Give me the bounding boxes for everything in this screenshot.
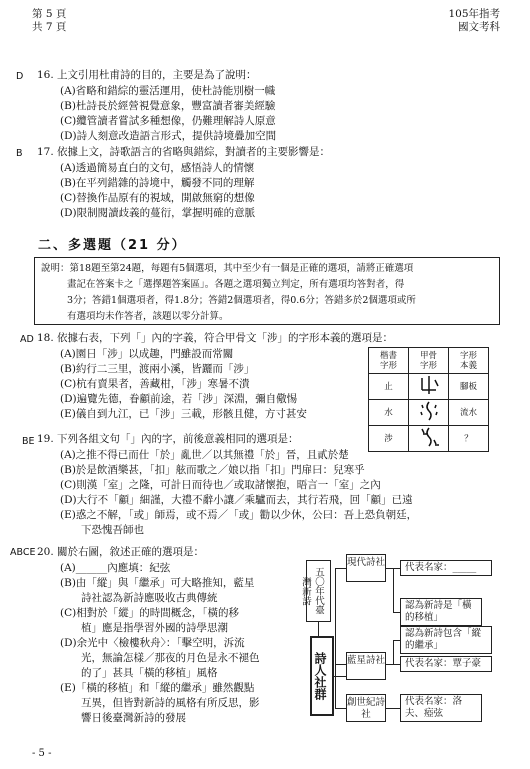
subject-title: 國文考科	[458, 21, 500, 33]
option-continued: 植」應是指學習外國的詩學思潮	[81, 622, 228, 634]
option: (A)透過簡易直白的文句，感悟詩人的情懷	[60, 162, 255, 174]
instruction-box	[34, 257, 500, 325]
era-box: 五〇年代臺灣新詩	[306, 560, 331, 622]
option: (C)杭有賣果者，善藏柑，「涉」寒暑不潰	[60, 378, 250, 390]
option-continued: 響日後臺灣新詩的發展	[81, 712, 186, 724]
option: (A)省略和錯綜的靈活運用，使杜詩能別樹一幟	[60, 85, 276, 97]
connector	[318, 622, 319, 636]
page-total: 共 7 頁	[32, 21, 67, 33]
question-stem: 20. 關於右圖，敘述正確的選項是：	[37, 546, 205, 558]
option: (B)由「縱」與「繼承」可大略推知，藍星	[60, 577, 255, 589]
answer-mark: AD	[20, 334, 34, 345]
option: (D)遍覽先德，眷顧前途，若「涉」深淵，彌自儆惕	[60, 393, 298, 405]
answer-mark: BE	[22, 436, 35, 447]
representative-box: 代表名家：覃子豪	[400, 656, 492, 672]
answer-mark: B	[16, 148, 23, 159]
trunk-line	[335, 568, 336, 708]
claim-box: 認為新詩包含「縱的繼承」	[400, 626, 492, 654]
instruction-line: 有選項均未作答者，該題以零分計算。	[67, 311, 229, 322]
option: (C)相對於「縱」的時間概念，「橫的移	[60, 607, 239, 619]
answer-mark: ABCE	[10, 547, 36, 558]
instruction-line: 3分；答錯1個選項者，得1.8分；答錯2個選項者，得0.6分；答錯多於2個選項或所	[67, 295, 416, 306]
option: (E)儀自到九江，已「涉」三載，形骸且健，方寸甚安	[60, 408, 307, 420]
option: (B)於是飲酒樂甚，「扣」舷而歌之／娘以指「扣」門扉曰：兒寒乎	[60, 464, 365, 476]
connector	[335, 708, 346, 709]
option: (D)詩人刻意改造語言形式，提供詩境疊加空間	[60, 130, 277, 142]
question-stem: 16. 上文引用杜甫詩的目的，主要是為了說明：	[37, 69, 257, 81]
representative-box: 代表名家：洛夫、瘂弦	[400, 694, 482, 722]
meaning: 流水	[449, 400, 489, 426]
section-title: 二、多選題（21 分）	[38, 238, 187, 253]
connector	[393, 640, 394, 664]
meaning: ？	[449, 426, 489, 452]
option-continued: 的了」甚具「橫的移植」風格	[81, 667, 218, 679]
option: (C)替換作品原有的視域，開啟無窮的想像	[60, 192, 255, 204]
kai-char: 涉	[369, 426, 409, 452]
connector	[335, 568, 346, 569]
society-box: 藍星詩社	[346, 652, 386, 680]
kai-char: 水	[369, 400, 409, 426]
connector	[393, 640, 400, 641]
connector	[334, 676, 346, 677]
group-box: 詩人社群	[310, 636, 334, 716]
option: (D)限制閱讀歧義的蔓衍，掌握明確的意脈	[60, 207, 256, 219]
connector	[393, 568, 394, 612]
option: (C)纜管讀者嘗試多種想像，仍難理解詩人原意	[60, 115, 276, 127]
option: (D)大行不「顧」細謹，大禮不辭小讓／乘驢而去，其行若飛，回「顧」已遠	[60, 494, 413, 506]
glyph-table	[368, 347, 489, 452]
exam-title: 105年指考	[448, 8, 500, 20]
oracle-glyph-water	[409, 400, 449, 426]
meaning: 腳板	[449, 374, 489, 400]
connector	[386, 708, 400, 709]
header-kai: 楷書字形	[369, 348, 409, 374]
page-number: 第 5 頁	[32, 8, 67, 20]
option: (B)杜詩長於經營視覺意象，豐富讀者審美經驗	[60, 100, 276, 112]
header-meaning: 字形本義	[449, 348, 489, 374]
representative-box: 代表名家：_____	[400, 560, 492, 576]
claim-box: 認為新詩是「橫的移植」	[400, 598, 482, 626]
option: (E)「橫的移植」和「縱的繼承」雖然觀點	[60, 682, 255, 694]
oracle-glyph-foot	[409, 374, 449, 400]
answer-mark: D	[16, 71, 24, 82]
option: (B)約行二三里，渡兩小溪，皆躧而「涉」	[60, 363, 255, 375]
question-stem: 19. 下列各組文句「」內的字，前後意義相同的選項是：	[37, 433, 299, 445]
option: (D)余光中〈檢樓秋舟〉：「擊空明，泝流	[60, 637, 245, 649]
option-continued: 詩社認為新詩應吸收古典傳統	[81, 592, 218, 604]
society-box: 創世紀詩社	[346, 694, 386, 722]
header-oracle: 甲骨字形	[409, 348, 449, 374]
instruction-line: 畫記在答案卡之「選擇題答案區」。各題之選項獨立判定，所有選項均答對者，得	[67, 279, 405, 290]
option: (A)之推不得已而仕「於」亂世／以其無禮「於」晉，且貳於楚	[60, 449, 349, 461]
connector	[386, 664, 400, 665]
question-stem: 17. 依據上文，詩歌語言的省略與錯綜，對讀者的主要影響是：	[37, 146, 331, 158]
oracle-glyph-ford	[409, 426, 449, 452]
connector	[335, 664, 346, 665]
option-continued: 互異，但皆對新詩的風格有所反思，影	[81, 697, 260, 709]
connector	[393, 612, 400, 613]
option: (E)惑之不解，「或」師焉，或不焉／「或」勸以少休，公曰：吾上恐負朝廷，	[60, 509, 418, 521]
question-stem: 18. 依據右表，下列「」內的字義，符合甲骨文「涉」的字形本義的選項是：	[37, 332, 394, 344]
instruction-line: 說明：第18題至第24題，每題有5個選項，其中至少有一個是正確的選項，請將正確選項	[41, 263, 414, 274]
page-footer: - 5 -	[32, 748, 52, 759]
option: (A)______內應填：紀弦	[60, 562, 171, 574]
option: (A)園日「涉」以成趣，門雖設而常關	[60, 348, 234, 360]
option: (B)在平列錯雜的詩境中，觸發不同的理解	[60, 177, 255, 189]
option-continued: 下恐愧吾師也	[81, 524, 144, 536]
option-continued: 光，無論怎樣／那夜的月色是永不褪色	[81, 652, 260, 664]
society-box: 現代詩社	[346, 554, 386, 582]
option: (C)則漢「室」之隆，可計日而待也／或取諸懷抱，晤言一「室」之內	[60, 479, 381, 491]
kai-char: 止	[369, 374, 409, 400]
